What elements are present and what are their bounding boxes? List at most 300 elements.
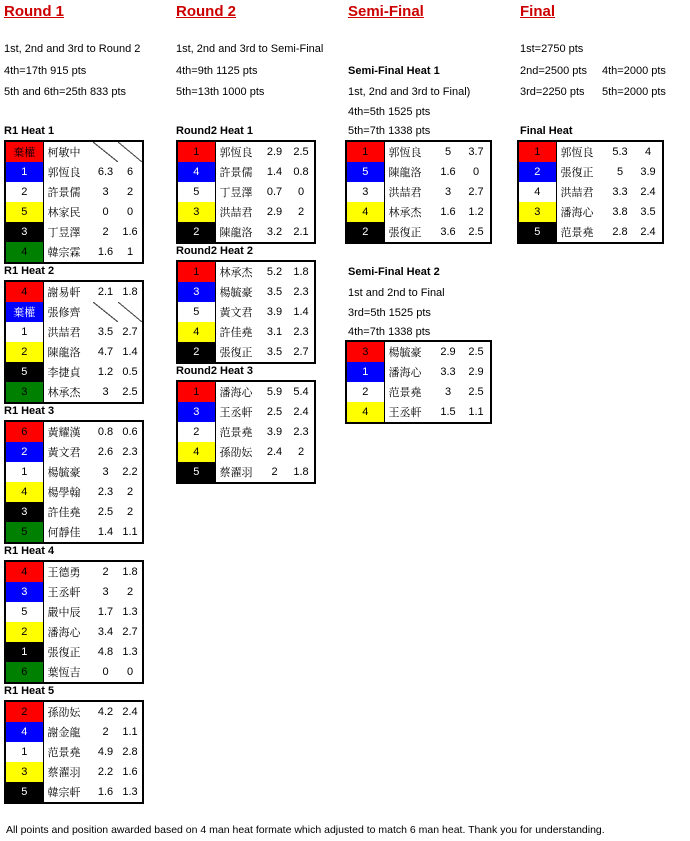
table-row xyxy=(177,322,315,342)
table-row xyxy=(346,362,491,382)
score-cell-1: 5.9 xyxy=(266,386,283,398)
r2-heat2-table xyxy=(176,260,316,364)
score-cell-1: 3.5 xyxy=(266,346,283,358)
rider-name: 張復正 xyxy=(560,167,594,179)
rider-name: 張復正 xyxy=(388,227,422,239)
position-cell: 2 xyxy=(5,442,43,462)
table-row xyxy=(177,162,315,182)
rider-name: 孫劭妘 xyxy=(47,707,81,719)
rider-name: 范景堯 xyxy=(388,387,422,399)
r2-heat1-table xyxy=(176,140,316,244)
rider-name: 郭恆良 xyxy=(47,167,81,179)
rider-name: 王丞軒 xyxy=(219,407,253,419)
rider-name: 謝金龍 xyxy=(47,727,81,739)
rider-name: 郭恆良 xyxy=(219,147,253,159)
rider-name: 洪喆君 xyxy=(560,187,594,199)
position-cell: 1 xyxy=(518,141,556,162)
score-cell-1: 2.6 xyxy=(97,446,114,458)
position-cell: 棄權 xyxy=(5,302,43,322)
position-cell: 1 xyxy=(5,462,43,482)
score-cell-2: 0 xyxy=(126,206,134,218)
score-cell-1: 2 xyxy=(102,726,109,738)
score-cell-1: 4.2 xyxy=(97,706,114,718)
score-cell-1: 0 xyxy=(102,206,109,218)
score-cell-1: 3.2 xyxy=(266,226,283,238)
position-cell: 1 xyxy=(5,742,43,762)
position-cell: 2 xyxy=(346,382,384,402)
position-cell: 4 xyxy=(5,281,43,302)
position-cell: 4 xyxy=(177,162,215,182)
table-row xyxy=(5,642,143,662)
table-row xyxy=(5,421,143,442)
round1-info-line: 5th and 6th=25th 833 pts xyxy=(4,86,127,98)
rider-name: 蔡濯羽 xyxy=(47,767,81,779)
r2-heat2-title: Round2 Heat 2 xyxy=(176,245,254,257)
position-cell: 4 xyxy=(177,442,215,462)
rider-name: 葉恆吉 xyxy=(47,667,81,679)
position-cell: 3 xyxy=(346,341,384,362)
table-row xyxy=(177,202,315,222)
score-cell-1: 2.9 xyxy=(440,346,456,358)
rider-name: 丁昱澤 xyxy=(47,227,81,239)
score-cell-2: 2.5 xyxy=(293,146,309,158)
score-cell-2 xyxy=(118,302,143,322)
table-row xyxy=(5,762,143,782)
rider-name: 王德勇 xyxy=(47,567,81,579)
score-cell-1: 1.6 xyxy=(440,166,456,178)
rider-name: 楊毓豪 xyxy=(388,347,422,359)
position-cell: 3 xyxy=(346,182,384,202)
position-cell: 5 xyxy=(177,462,215,483)
footer-note: All points and position awarded based on 4 man heat formate which adjusted to match 6 man heat. Thank you for understanding. xyxy=(6,824,605,836)
table-row xyxy=(177,381,315,402)
r1-heat4-table xyxy=(4,560,144,684)
score-cell-1: 2.5 xyxy=(97,506,114,518)
table-row xyxy=(177,302,315,322)
score-cell-1: 2 xyxy=(271,466,278,478)
table-row xyxy=(346,162,491,182)
position-cell: 2 xyxy=(177,222,215,243)
table-row xyxy=(177,462,315,483)
score-cell-1: 3.3 xyxy=(612,186,628,198)
table-row xyxy=(5,522,143,543)
score-cell-1: 4.9 xyxy=(97,746,114,758)
round2-info-line: 1st, 2nd and 3rd to Semi-Final xyxy=(176,43,324,55)
score-cell-1: 2.4 xyxy=(266,446,283,458)
rider-name: 王丞軒 xyxy=(47,587,81,599)
r1-heat1-title: R1 Heat 1 xyxy=(4,125,55,137)
score-cell-1: 1.5 xyxy=(440,406,456,418)
final-info-2nd: 2nd=2500 pts xyxy=(520,65,587,77)
rider-name: 黃文君 xyxy=(47,447,81,459)
score-cell-1: 1.7 xyxy=(97,606,114,618)
score-cell-1: 2.8 xyxy=(612,226,628,238)
table-row xyxy=(5,202,143,222)
score-cell-2: 1 xyxy=(126,246,134,258)
score-cell-1: 2.5 xyxy=(266,406,283,418)
rider-name: 洪喆君 xyxy=(388,187,422,199)
round1-title: Round 1 xyxy=(4,3,64,20)
score-cell-1: 5.3 xyxy=(612,146,628,158)
table-row xyxy=(5,742,143,762)
table-row xyxy=(5,502,143,522)
table-row xyxy=(346,382,491,402)
table-row xyxy=(5,382,143,403)
position-cell: 5 xyxy=(5,202,43,222)
rider-name: 蔡濯羽 xyxy=(219,467,253,479)
score-cell-2: 2.4 xyxy=(640,226,656,238)
score-cell-1: 5 xyxy=(616,166,624,178)
rider-name: 張復正 xyxy=(219,347,253,359)
position-cell: 4 xyxy=(5,482,43,502)
final-title: Final xyxy=(520,3,556,20)
table-row xyxy=(5,582,143,602)
score-cell-1: 1.6 xyxy=(97,786,114,798)
r2-heat3-title: Round2 Heat 3 xyxy=(176,365,254,377)
score-cell-2: 0.5 xyxy=(122,366,138,378)
score-cell-2: 2.3 xyxy=(122,446,138,458)
score-cell-2: 2.3 xyxy=(293,426,309,438)
score-cell-1: 5.2 xyxy=(266,266,283,278)
position-cell: 4 xyxy=(346,202,384,222)
final-info-1st: 1st=2750 pts xyxy=(520,43,584,55)
score-cell-2: 2.7 xyxy=(122,626,138,638)
position-cell: 2 xyxy=(5,182,43,202)
score-cell-1: 3.9 xyxy=(266,426,283,438)
table-row xyxy=(177,261,315,282)
score-cell-1: 1.6 xyxy=(440,206,456,218)
table-row xyxy=(177,282,315,302)
score-cell-1: 1.6 xyxy=(97,246,114,258)
table-row xyxy=(177,402,315,422)
score-cell-1: 3.5 xyxy=(97,326,114,338)
table-row xyxy=(5,302,143,322)
table-row xyxy=(177,222,315,243)
score-cell-2: 0 xyxy=(472,166,480,178)
table-row xyxy=(177,141,315,162)
rider-name: 柯敏中 xyxy=(47,147,81,159)
round1-info-line: 4th=17th 915 pts xyxy=(4,65,87,77)
score-cell-1 xyxy=(93,141,118,162)
r1-heat2-title: R1 Heat 2 xyxy=(4,265,55,277)
table-row xyxy=(346,141,491,162)
r1-heat5-table xyxy=(4,700,144,804)
score-cell-1 xyxy=(93,302,118,322)
score-cell-1: 2.2 xyxy=(97,766,114,778)
table-row xyxy=(5,322,143,342)
score-cell-2: 2.3 xyxy=(293,326,309,338)
score-cell-1: 2.1 xyxy=(97,286,114,298)
final-info-5th: 5th=2000 pts xyxy=(602,86,666,98)
score-cell-2: 1.3 xyxy=(122,786,138,798)
score-cell-1: 0.8 xyxy=(97,426,114,438)
position-cell: 1 xyxy=(346,141,384,162)
score-cell-2: 2.4 xyxy=(122,706,138,718)
score-cell-2: 4 xyxy=(644,146,652,158)
rider-name: 許景儒 xyxy=(47,187,81,199)
score-cell-2: 2.1 xyxy=(293,226,309,238)
rider-name: 楊毓豪 xyxy=(219,287,253,299)
rider-name: 陳龍洛 xyxy=(388,167,422,179)
table-row xyxy=(5,462,143,482)
table-row xyxy=(5,141,143,162)
position-cell: 2 xyxy=(5,622,43,642)
position-cell: 2 xyxy=(5,342,43,362)
rider-name: 林家民 xyxy=(47,207,81,219)
score-cell-2: 2 xyxy=(126,186,134,198)
semifinal-heat2-info-line: 4th=7th 1338 pts xyxy=(348,326,431,338)
rider-name: 洪喆君 xyxy=(47,327,81,339)
position-cell: 3 xyxy=(5,582,43,602)
score-cell-1: 1.2 xyxy=(97,366,114,378)
semifinal-title: Semi-Final xyxy=(348,3,424,20)
table-row xyxy=(518,222,663,243)
position-cell: 3 xyxy=(5,382,43,403)
score-cell-2: 1.2 xyxy=(468,206,484,218)
score-cell-2: 2 xyxy=(297,206,305,218)
position-cell: 2 xyxy=(5,701,43,722)
rider-name: 潘海心 xyxy=(388,367,422,379)
table-row xyxy=(5,362,143,382)
score-cell-1: 3 xyxy=(102,466,109,478)
table-row xyxy=(177,422,315,442)
score-cell-2 xyxy=(118,141,143,162)
position-cell: 2 xyxy=(346,222,384,243)
semifinal-heat1-table xyxy=(345,140,492,244)
position-cell: 5 xyxy=(518,222,556,243)
table-row xyxy=(5,782,143,803)
round2-title: Round 2 xyxy=(176,3,236,20)
rider-name: 王丞軒 xyxy=(388,407,422,419)
table-row xyxy=(5,242,143,263)
score-cell-2: 0 xyxy=(297,186,305,198)
score-cell-2: 2.4 xyxy=(640,186,656,198)
rider-name: 許佳堯 xyxy=(47,507,81,519)
semifinal-heat2-info-line: 1st and 2nd to Final xyxy=(348,287,445,299)
rider-name: 洪喆君 xyxy=(219,207,253,219)
position-cell: 5 xyxy=(346,162,384,182)
table-row xyxy=(5,162,143,182)
position-cell: 1 xyxy=(346,362,384,382)
rider-name: 張復正 xyxy=(47,647,81,659)
rider-name: 許景儒 xyxy=(219,167,253,179)
position-cell: 2 xyxy=(518,162,556,182)
table-row xyxy=(5,561,143,582)
table-row xyxy=(5,662,143,683)
semifinal-heat2-title: Semi-Final Heat 2 xyxy=(348,266,440,278)
score-cell-1: 2 xyxy=(102,226,109,238)
score-cell-2: 1.4 xyxy=(293,306,309,318)
r1-heat1-table xyxy=(4,140,144,264)
rider-name: 許佳堯 xyxy=(219,327,253,339)
score-cell-2: 2.2 xyxy=(122,466,138,478)
rider-name: 潘海心 xyxy=(219,387,253,399)
table-row xyxy=(177,342,315,363)
table-row xyxy=(346,182,491,202)
round2-info-line: 5th=13th 1000 pts xyxy=(176,86,265,98)
round2-info-line: 4th=9th 1125 pts xyxy=(176,65,258,77)
r1-heat3-title: R1 Heat 3 xyxy=(4,405,55,417)
r2-heat1-title: Round2 Heat 1 xyxy=(176,125,254,137)
final-heat-table xyxy=(517,140,664,244)
rider-name: 孫劭妘 xyxy=(219,447,253,459)
table-row xyxy=(5,342,143,362)
score-cell-1: 3.8 xyxy=(612,206,628,218)
position-cell: 4 xyxy=(5,561,43,582)
rider-name: 郭恆良 xyxy=(560,147,594,159)
round1-info-line: 1st, 2nd and 3rd to Round 2 xyxy=(4,43,141,55)
position-cell: 2 xyxy=(177,422,215,442)
score-cell-1: 3.5 xyxy=(266,286,283,298)
semifinal-heat2-info-line: 3rd=5th 1525 pts xyxy=(348,307,431,319)
r1-heat5-title: R1 Heat 5 xyxy=(4,685,55,697)
score-cell-1: 3.4 xyxy=(97,626,114,638)
rider-name: 謝易軒 xyxy=(47,287,81,299)
table-row xyxy=(5,182,143,202)
rider-name: 范景堯 xyxy=(560,227,594,239)
score-cell-2: 2 xyxy=(126,586,134,598)
table-row xyxy=(5,281,143,302)
score-cell-1: 2.9 xyxy=(266,206,283,218)
table-row xyxy=(5,442,143,462)
rider-name: 李捷貞 xyxy=(47,367,81,379)
score-cell-2: 1.8 xyxy=(293,466,309,478)
table-row xyxy=(177,442,315,462)
rider-name: 楊毓豪 xyxy=(47,467,81,479)
score-cell-2: 1.4 xyxy=(122,346,138,358)
position-cell: 5 xyxy=(5,602,43,622)
position-cell: 5 xyxy=(5,522,43,543)
score-cell-2: 2.5 xyxy=(122,386,138,398)
score-cell-1: 2.3 xyxy=(97,486,114,498)
score-cell-2: 0.6 xyxy=(122,426,138,438)
score-cell-2: 2.3 xyxy=(293,286,309,298)
score-cell-2: 1.6 xyxy=(122,226,138,238)
score-cell-1: 3 xyxy=(102,386,109,398)
score-cell-2: 0.8 xyxy=(293,166,309,178)
rider-name: 韓宗霖 xyxy=(47,247,81,259)
score-cell-1: 4.8 xyxy=(97,646,114,658)
table-row xyxy=(5,222,143,242)
score-cell-1: 3.6 xyxy=(440,226,456,238)
final-info-4th: 4th=2000 pts xyxy=(602,65,666,77)
r2-heat3-table xyxy=(176,380,316,484)
table-row xyxy=(518,162,663,182)
score-cell-2: 3.7 xyxy=(468,146,484,158)
score-cell-1: 5 xyxy=(444,146,452,158)
score-cell-1: 3 xyxy=(102,586,109,598)
position-cell: 棄權 xyxy=(5,141,43,162)
rider-name: 丁昱澤 xyxy=(219,187,253,199)
position-cell: 1 xyxy=(5,322,43,342)
score-cell-1: 0.7 xyxy=(266,186,283,198)
position-cell: 1 xyxy=(5,642,43,662)
rider-name: 陳龍洛 xyxy=(47,347,81,359)
rider-name: 林承杰 xyxy=(388,207,422,219)
rider-name: 潘海心 xyxy=(47,627,81,639)
position-cell: 3 xyxy=(177,202,215,222)
final-heat-title: Final Heat xyxy=(520,125,573,137)
position-cell: 3 xyxy=(5,762,43,782)
rider-name: 林承杰 xyxy=(47,387,81,399)
score-cell-2: 1.3 xyxy=(122,646,138,658)
rider-name: 范景堯 xyxy=(219,427,253,439)
rider-name: 范景堯 xyxy=(47,747,81,759)
score-cell-1: 3.1 xyxy=(266,326,283,338)
rider-name: 黃文君 xyxy=(219,307,253,319)
r1-heat2-table xyxy=(4,280,144,404)
position-cell: 6 xyxy=(5,662,43,683)
position-cell: 4 xyxy=(518,182,556,202)
position-cell: 4 xyxy=(177,322,215,342)
table-row xyxy=(518,202,663,222)
score-cell-2: 6 xyxy=(126,166,134,178)
score-cell-2: 1.1 xyxy=(468,406,484,418)
position-cell: 2 xyxy=(177,342,215,363)
position-cell: 6 xyxy=(5,421,43,442)
score-cell-2: 2.7 xyxy=(122,326,138,338)
score-cell-1: 3 xyxy=(444,186,452,198)
r1-heat3-table xyxy=(4,420,144,544)
score-cell-1: 1.4 xyxy=(97,526,114,538)
score-cell-2: 2 xyxy=(126,506,134,518)
rider-name: 何靜佳 xyxy=(47,527,81,539)
final-info-3rd: 3rd=2250 pts xyxy=(520,86,585,98)
position-cell: 5 xyxy=(5,782,43,803)
table-row xyxy=(5,602,143,622)
score-cell-2: 2 xyxy=(297,446,305,458)
position-cell: 4 xyxy=(5,242,43,263)
score-cell-1: 2 xyxy=(102,566,109,578)
position-cell: 1 xyxy=(177,381,215,402)
position-cell: 3 xyxy=(5,222,43,242)
score-cell-1: 2.9 xyxy=(266,146,283,158)
score-cell-2: 2 xyxy=(126,486,134,498)
position-cell: 3 xyxy=(518,202,556,222)
position-cell: 3 xyxy=(177,402,215,422)
rider-name: 潘海心 xyxy=(560,207,594,219)
score-cell-1: 3.3 xyxy=(440,366,456,378)
semifinal-heat1-info-line: 4th=5th 1525 pts xyxy=(348,106,431,118)
score-cell-1: 1.4 xyxy=(266,166,283,178)
table-row xyxy=(177,182,315,202)
rider-name: 林承杰 xyxy=(219,267,253,279)
semifinal-heat1-info-line: 5th=7th 1338 pts xyxy=(348,125,431,137)
table-row xyxy=(518,141,663,162)
semifinal-heat1-info-line: 1st, 2nd and 3rd to Final) xyxy=(348,86,471,98)
score-cell-1: 3.9 xyxy=(266,306,283,318)
score-cell-2: 1.8 xyxy=(122,566,138,578)
table-row xyxy=(518,182,663,202)
score-cell-2: 1.6 xyxy=(122,766,138,778)
table-row xyxy=(346,402,491,423)
score-cell-2: 2.7 xyxy=(293,346,309,358)
score-cell-1: 4.7 xyxy=(97,346,114,358)
score-cell-2: 2.5 xyxy=(468,386,484,398)
score-cell-2: 3.9 xyxy=(640,166,656,178)
table-row xyxy=(5,482,143,502)
position-cell: 1 xyxy=(177,141,215,162)
score-cell-2: 0 xyxy=(126,666,134,678)
table-row xyxy=(5,722,143,742)
rider-name: 楊學翰 xyxy=(47,487,81,499)
score-cell-1: 0 xyxy=(102,666,109,678)
score-cell-1: 3 xyxy=(102,186,109,198)
rider-name: 黃耀漢 xyxy=(47,427,81,439)
table-row xyxy=(346,222,491,243)
score-cell-2: 1.8 xyxy=(122,286,138,298)
position-cell: 3 xyxy=(177,282,215,302)
